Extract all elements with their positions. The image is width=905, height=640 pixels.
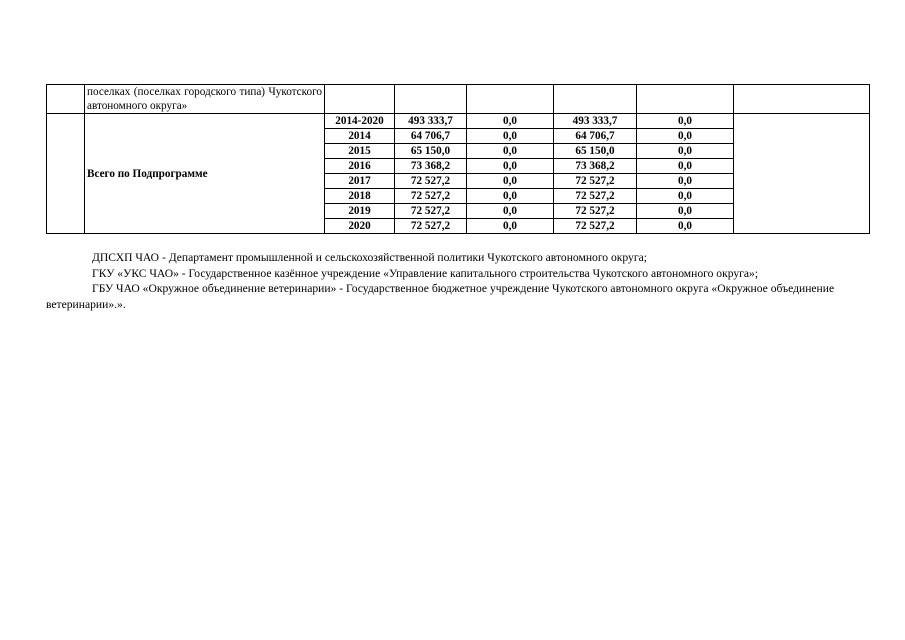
empty-cell — [395, 85, 467, 114]
value-cell: 0,0 — [637, 114, 734, 129]
value-cell: 0,0 — [467, 129, 554, 144]
total-cell: 72 527,2 — [395, 204, 467, 219]
year-cell: 2020 — [325, 219, 395, 234]
empty-cell — [467, 85, 554, 114]
value-cell: 72 527,2 — [554, 189, 637, 204]
abbreviation-notes — [46, 250, 858, 312]
empty-cell — [734, 85, 870, 114]
total-cell: 493 333,7 — [395, 114, 467, 129]
total-cell: 65 150,0 — [395, 144, 467, 159]
value-cell: 0,0 — [637, 219, 734, 234]
note-paragraph: ГБУ ЧАО «Окружное объединение ветеринарии» - Государственное бюджетное учреждение Чукотского автономного округа «Окружное объединение ветеринарии».». — [46, 282, 835, 311]
subprogram-budget-table — [46, 84, 870, 234]
index-cell — [47, 114, 85, 234]
value-cell: 0,0 — [467, 204, 554, 219]
empty-cell — [554, 85, 637, 114]
value-cell: 0,0 — [467, 114, 554, 129]
year-cell: 2019 — [325, 204, 395, 219]
value-cell: 0,0 — [637, 189, 734, 204]
year-cell: 2018 — [325, 189, 395, 204]
value-cell: 0,0 — [637, 159, 734, 174]
year-cell: 2017 — [325, 174, 395, 189]
total-cell: 64 706,7 — [395, 129, 467, 144]
year-cell: 2015 — [325, 144, 395, 159]
total-cell: 72 527,2 — [395, 174, 467, 189]
value-cell: 0,0 — [467, 189, 554, 204]
value-cell: 0,0 — [467, 174, 554, 189]
empty-right-cell — [734, 114, 870, 234]
year-cell: 2014 — [325, 129, 395, 144]
value-cell: 72 527,2 — [554, 219, 637, 234]
value-cell: 72 527,2 — [554, 204, 637, 219]
total-cell: 73 368,2 — [395, 159, 467, 174]
index-cell — [47, 85, 85, 114]
value-cell: 0,0 — [637, 204, 734, 219]
total-cell: 72 527,2 — [395, 189, 467, 204]
year-cell: 2016 — [325, 159, 395, 174]
continued-row — [47, 85, 870, 114]
description-cell: поселках (поселках городского типа) Чукотского автономного округа» — [85, 85, 325, 114]
empty-cell — [637, 85, 734, 114]
total-cell: 72 527,2 — [395, 219, 467, 234]
value-cell: 73 368,2 — [554, 159, 637, 174]
year-cell: 2014-2020 — [325, 114, 395, 129]
empty-cell — [325, 85, 395, 114]
value-cell: 493 333,7 — [554, 114, 637, 129]
value-cell: 0,0 — [467, 219, 554, 234]
note-paragraph: ДПСХП ЧАО - Департамент промышленной и сельскохозяйственной политики Чукотского автономного округа; — [92, 251, 647, 264]
value-cell: 65 150,0 — [554, 144, 637, 159]
value-cell: 0,0 — [467, 159, 554, 174]
note-paragraph: ГКУ «УКС ЧАО» - Государственное казённое учреждение «Управление капитального строительства Чукотского автономного округа»; — [92, 266, 759, 280]
table-row — [47, 114, 870, 129]
value-cell: 0,0 — [637, 144, 734, 159]
value-cell: 64 706,7 — [554, 129, 637, 144]
value-cell: 0,0 — [637, 129, 734, 144]
value-cell: 72 527,2 — [554, 174, 637, 189]
total-label: Всего по Подпрограмме — [85, 114, 325, 234]
value-cell: 0,0 — [637, 174, 734, 189]
value-cell: 0,0 — [467, 144, 554, 159]
